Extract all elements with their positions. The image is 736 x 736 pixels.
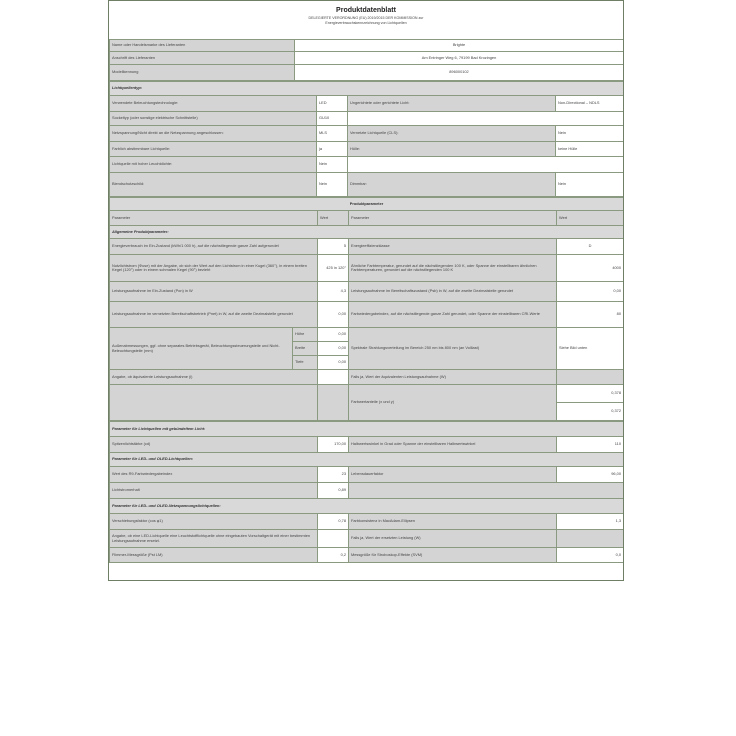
colour-tuneable-label: Farblich abstimmbare Lichtquelle: xyxy=(110,142,317,157)
energy-class-label: Energieeffizienzklasse xyxy=(349,239,557,255)
param-column-header: Parameter xyxy=(110,211,318,226)
peak-intensity-value: 170,00 xyxy=(318,437,349,453)
dimmable-label: Dimmbar: xyxy=(348,173,556,197)
product-parameters-heading: Produktparameter xyxy=(110,198,624,211)
colour-tuneable-value: ja xyxy=(317,142,348,157)
energy-consumption-value: 5 xyxy=(318,239,349,255)
r9-label: Wert des R9-Farbwiedergabeindex xyxy=(110,467,318,483)
high-luminance-label: Lichtquelle mit hoher Leuchtdichte: xyxy=(110,157,317,173)
regulation-line: DELEGIERTE VERORDNUNG (EU) 2019/2015 DER KOMMISSION zur xyxy=(308,16,424,20)
connected-value: Nein xyxy=(556,126,624,142)
standby-power-value: 0,00 xyxy=(557,282,624,302)
anti-glare-value: Nein xyxy=(317,173,348,197)
height-label: Höhe xyxy=(293,328,318,342)
cri-label: Farbwiedergabeindex, auf die nächstliegende ganze Zahl gerundet, oder Spanne der einstellbaren CRI-Werte xyxy=(349,302,557,328)
equivalent-power-if-yes-label: Falls ja, Wert der äquivalenten Leistungsaufnahme (W) xyxy=(349,370,557,385)
chromaticity-y-value: 0,372 xyxy=(557,403,624,421)
networked-standby-value: 0,00 xyxy=(318,302,349,328)
replacement-claim-value xyxy=(318,530,349,548)
useful-flux-value: 425 in 120° xyxy=(318,255,349,282)
flicker-label: Flimmer-Messgröße (Pst LM) xyxy=(110,548,318,563)
energy-class-value: D xyxy=(557,239,624,255)
supplier-table xyxy=(109,39,624,81)
technology-value: LED xyxy=(317,96,348,112)
beam-angle-value: 110 xyxy=(557,437,624,453)
colour-consistency-value: 1,3 xyxy=(557,514,624,530)
model-value: 896000102 xyxy=(295,65,624,81)
cap-type-label: Sockeltyp (oder sonstige elektrische Schnittstelle) xyxy=(110,112,317,126)
model-label: Modellkennung xyxy=(110,65,295,81)
beam-angle-label: Halbwertswinkel in Grad oder Spanne der einstellbaren Halbwertswinkel xyxy=(349,437,557,453)
spectral-distribution-value: Siehe Bild unten xyxy=(557,328,624,370)
dimmable-value: Nein xyxy=(556,173,624,197)
useful-flux-label: Nutzlichtstrom (Φuse) mit der Angabe, ob sich der Wert auf den Lichtstrom in einer Kugel (360°), in einem breiten Kegel (120°) oder in einem schmalen Kegel (90°) bezieht xyxy=(110,255,318,282)
survival-factor-value: 96,00 xyxy=(557,467,624,483)
survival-factor-label: Lebensdauerfaktor xyxy=(349,467,557,483)
technology-label: Verwendete Beleuchtungstechnologie: xyxy=(110,96,317,112)
stroboscopic-label: Messgröße für Stroboskop-Effekte (SVM) xyxy=(349,548,557,563)
cri-value: 80 xyxy=(557,302,624,328)
equivalent-power-value xyxy=(318,370,349,385)
depth-value: 0,00 xyxy=(318,356,349,370)
equivalent-power-if-yes-value xyxy=(557,370,624,385)
cap-type-value: GU10 xyxy=(317,112,348,126)
directional-label: Ungerichtete oder gerichtete Licht: xyxy=(348,96,556,112)
directional-heading: Parameter für Lichtquellen mit gebündeltem Licht: xyxy=(110,422,624,437)
displacement-factor-label: Verschiebungsfaktor (cos φ1) xyxy=(110,514,318,530)
replacement-power-label: Falls ja, Wert der ersetzten Leistung (W) xyxy=(349,530,557,548)
mains-value: MLS xyxy=(317,126,348,142)
envelope-label: Hülle: xyxy=(348,142,556,157)
dimensions-label: Außenabmessungen, ggf. ohne separates Betriebsgerät, Beleuchtungssteuerungsteile und Nicht-Beleuchtungsteile (mm) xyxy=(110,328,293,370)
width-label: Breite xyxy=(293,342,318,356)
lumen-maintenance-value: 0,89 xyxy=(318,483,349,499)
colour-temperature-value: 4000 xyxy=(557,255,624,282)
product-data-sheet xyxy=(108,0,624,581)
directional-value: Non-Directional – NDLS xyxy=(556,96,624,112)
colour-consistency-label: Farbkonsistenz in MacAdam-Ellipsen xyxy=(349,514,557,530)
replacement-power-value xyxy=(557,530,624,548)
anti-glare-label: Blendschutzschild: xyxy=(110,173,317,197)
product-parameters-table xyxy=(109,197,624,421)
directional-parameters-table xyxy=(109,421,624,563)
regulation-line-2: Energieverbrauchskennzeichnung von Lichtquellen xyxy=(325,21,407,25)
peak-intensity-label: Spitzenlichtstärke (cd) xyxy=(110,437,318,453)
mains-label: Netzspannung/Nicht direkt an die Netzspannung angeschlossen: xyxy=(110,126,317,142)
chromaticity-label: Farbwertanteile (x und y) xyxy=(349,385,557,421)
value-column-header-right: Wert xyxy=(557,211,624,226)
value-column-header: Wert xyxy=(318,211,349,226)
lumen-maintenance-label: Lichtstromerhalt xyxy=(110,483,318,499)
general-parameters-heading: Allgemeine Produktparameter: xyxy=(110,226,624,239)
chromaticity-x-value: 0,378 xyxy=(557,385,624,403)
connected-label: Vernetzte Lichtquelle (CLS): xyxy=(348,126,556,142)
sheet-header xyxy=(109,1,623,39)
sheet-title: Produktdatenblatt xyxy=(336,7,396,14)
led-heading: Parameter für LED- und OLED-Lichtquellen: xyxy=(110,453,624,467)
mains-led-heading: Parameter für LED- und OLED-Netzspannungslichtquellen: xyxy=(110,499,624,514)
supplier-address-value: Am Entringer Weg 6, 79199 Bad Krozingen xyxy=(295,52,624,65)
flicker-value: 0,2 xyxy=(318,548,349,563)
displacement-factor-value: 0,78 xyxy=(318,514,349,530)
light-source-type-table xyxy=(109,81,624,197)
r9-value: 23 xyxy=(318,467,349,483)
envelope-value: keine Hülle xyxy=(556,142,624,157)
spectral-distribution-label: Spektrale Strahlungsverteilung im Bereich 250 nm bis 800 nm (an Volllast) xyxy=(349,328,557,370)
supplier-address-label: Anschrift des Lieferanten xyxy=(110,52,295,65)
supplier-name-label: Name oder Handelsmarke des Lieferanten xyxy=(110,40,295,52)
light-source-type-heading: Lichtquellentyp: xyxy=(110,82,624,96)
param-column-header-right: Parameter xyxy=(349,211,557,226)
networked-standby-label: Leistungsaufnahme im vernetzten Bereitschaftsbetrieb (Pnet) in W, auf die zweite Dezimalstelle gerundet xyxy=(110,302,318,328)
standby-power-label: Leistungsaufnahme im Bereitschaftszustand (Psb) in W, auf die zweite Dezimalstelle gerundet xyxy=(349,282,557,302)
replacement-claim-label: Angabe, ob eine LED-Lichtquelle eine Leuchtstofflichtquelle ohne eingebauten Vorschaltgerät mit einer bestimmten Leistungsaufnahme ersetzt. xyxy=(110,530,318,548)
width-value: 0,00 xyxy=(318,342,349,356)
energy-consumption-label: Energieverbrauch im Ein-Zustand (kWh/1 000 h), auf die nächstliegende ganze Zahl aufgerundet xyxy=(110,239,318,255)
high-luminance-value: Nein xyxy=(317,157,348,173)
stroboscopic-value: 0,0 xyxy=(557,548,624,563)
equivalent-power-label: Angabe, ob äquivalente Leistungsaufnahme (i) xyxy=(110,370,318,385)
on-mode-power-label: Leistungsaufnahme im Ein-Zustand (Pon) in W xyxy=(110,282,318,302)
height-value: 0,00 xyxy=(318,328,349,342)
depth-label: Tiefe xyxy=(293,356,318,370)
colour-temperature-label: Ähnliche Farbtemperatur, gerundet auf die nächstliegenden 100 K, oder Spanne der einstellbaren ähnlichen Farbtemperaturen, gerundet auf die nächstliegenden 100 K xyxy=(349,255,557,282)
supplier-name-value: Brighte xyxy=(295,40,624,52)
on-mode-power-value: 4,3 xyxy=(318,282,349,302)
